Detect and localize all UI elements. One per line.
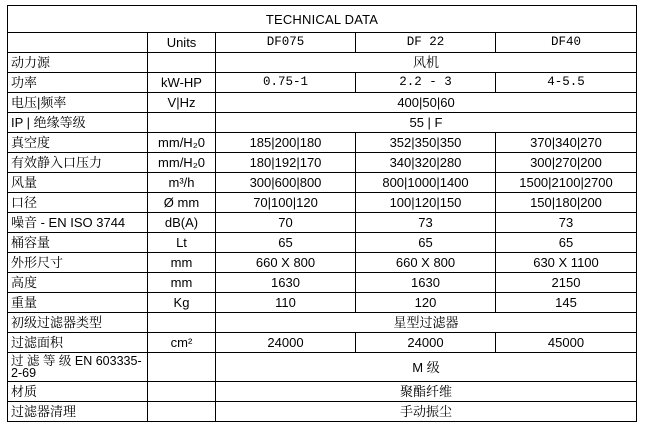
row-label: 重量 [8,293,148,313]
table-row [8,293,637,313]
header-row [8,33,637,53]
row-label: 过滤面积 [8,333,148,353]
merged-value: 聚酯纤维 [216,382,637,402]
row-unit: V|Hz [148,93,216,113]
value-cell: 45000 [496,333,637,353]
row-unit [148,353,216,382]
table-row [8,213,637,233]
merged-value: 星型过滤器 [216,313,637,333]
value-cell: 120 [356,293,496,313]
row-unit: cm² [148,333,216,353]
merged-value: 55 | F [216,113,637,133]
header-blank-cell [8,33,148,53]
value-cell: 65 [216,233,356,253]
row-unit: mm [148,253,216,273]
value-cell: 1630 [216,273,356,293]
header-model-df22: DF 22 [356,33,496,53]
row-unit: Kg [148,293,216,313]
table-row [8,73,637,93]
value-cell: 2.2 - 3 [356,73,496,93]
merged-value: 手动振尘 [216,402,637,422]
header-model-df40: DF40 [496,33,637,53]
table-row [8,333,637,353]
value-cell: 370|340|270 [496,133,637,153]
value-cell: 73 [496,213,637,233]
value-cell: 73 [356,213,496,233]
header-model-df075: DF075 [216,33,356,53]
value-cell: 70 [216,213,356,233]
row-label: 材质 [8,382,148,402]
value-cell: 150|180|200 [496,193,637,213]
row-unit: kW-HP [148,73,216,93]
row-unit: Lt [148,233,216,253]
table-row [8,153,637,173]
row-label: 口径 [8,193,148,213]
value-cell: 110 [216,293,356,313]
merged-value: 400|50|60 [216,93,637,113]
row-unit: m³/h [148,173,216,193]
value-cell: 145 [496,293,637,313]
table-title: TECHNICAL DATA [8,6,637,33]
row-unit: mm/H₂0 [148,133,216,153]
value-cell: 65 [496,233,637,253]
row-unit [148,313,216,333]
row-label: 风量 [8,173,148,193]
row-label: 动力源 [8,53,148,73]
table-row [8,133,637,153]
table-row [8,173,637,193]
row-label: 真空度 [8,133,148,153]
table-row [8,93,637,113]
merged-value: 风机 [216,53,637,73]
row-label: IP | 绝缘等级 [8,113,148,133]
row-unit: mm/H₂0 [148,153,216,173]
value-cell: 100|120|150 [356,193,496,213]
value-cell: 630 X 1100 [496,253,637,273]
technical-data-table [7,5,637,422]
row-unit [148,113,216,133]
value-cell: 2150 [496,273,637,293]
row-label: 功率 [8,73,148,93]
table-row [8,253,637,273]
table-row [8,313,637,333]
table-row [8,233,637,253]
row-label: 初级过滤器类型 [8,313,148,333]
value-cell: 800|1000|1400 [356,173,496,193]
merged-value: M 级 [216,353,637,382]
value-cell: 300|270|200 [496,153,637,173]
row-label: 噪音 - EN ISO 3744 [8,213,148,233]
value-cell: 24000 [216,333,356,353]
table-row [8,353,637,382]
row-label: 有效静入口压力 [8,153,148,173]
value-cell: 1500|2100|2700 [496,173,637,193]
table-row [8,273,637,293]
table-row [8,382,637,402]
value-cell: 185|200|180 [216,133,356,153]
row-unit [148,382,216,402]
table-row [8,402,637,422]
row-label: 电压|频率 [8,93,148,113]
row-unit: dB(A) [148,213,216,233]
value-cell: 180|192|170 [216,153,356,173]
row-unit [148,53,216,73]
row-unit: mm [148,273,216,293]
technical-data-sheet [7,5,636,435]
row-unit: Ø mm [148,193,216,213]
value-cell: 0.75-1 [216,73,356,93]
value-cell: 24000 [356,333,496,353]
value-cell: 352|350|350 [356,133,496,153]
value-cell: 4-5.5 [496,73,637,93]
value-cell: 660 X 800 [356,253,496,273]
value-cell: 300|600|800 [216,173,356,193]
row-label: 外形尺寸 [8,253,148,273]
header-units: Units [148,33,216,53]
table-row [8,193,637,213]
row-label: 桶容量 [8,233,148,253]
row-unit [148,402,216,422]
value-cell: 660 X 800 [216,253,356,273]
value-cell: 340|320|280 [356,153,496,173]
value-cell: 70|100|120 [216,193,356,213]
row-label: 过 滤 等 级 EN 603335-2-69 [8,353,148,382]
value-cell: 1630 [356,273,496,293]
table-row [8,53,637,73]
table-row [8,113,637,133]
value-cell: 65 [356,233,496,253]
row-label: 高度 [8,273,148,293]
row-label: 过滤器清理 [8,402,148,422]
spec-table-body [8,6,637,422]
title-row [8,6,637,33]
